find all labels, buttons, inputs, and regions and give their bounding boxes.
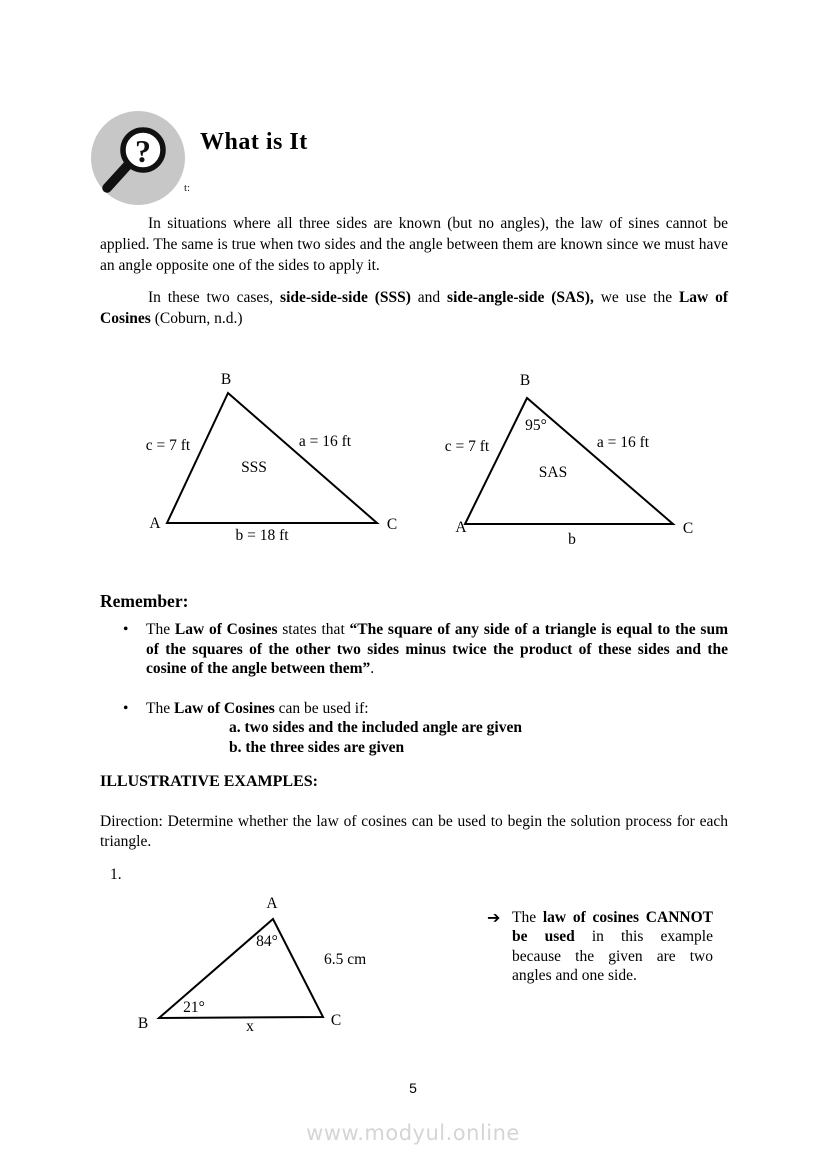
note-seg1: The	[512, 909, 543, 926]
sas-side-b-label: b	[568, 531, 576, 548]
remember-bullet-list	[100, 620, 728, 757]
intro-paragraph-1: In situations where all three sides are known (but no angles), the law of sines cannot be applied. The same is true when two sides and the angle between them are known since we must have an angle opposite one of the sides to apply it.	[100, 215, 728, 274]
b1-bold-quote: “The square of any side of a triangle is equal to the sum of the squares of the other two sides minus twice the product of these sides and the cosine of the angle between them”	[146, 621, 728, 677]
remember-bullet-2-text	[146, 699, 728, 758]
magnifier-question-icon	[90, 109, 186, 205]
b1-seg2: states that	[277, 621, 350, 638]
ex1-vertex-a-label: A	[266, 895, 278, 912]
law-usage-conditions	[229, 718, 728, 757]
sas-side-c-label: c = 7 ft	[444, 438, 490, 455]
b2-bold-law: Law of Cosines	[173, 699, 275, 717]
remember-bullet-1-text	[146, 620, 728, 679]
sss-vertex-b-label: B	[220, 371, 232, 388]
section-title: What is It	[200, 129, 308, 155]
sas-vertex-a-label: A	[455, 519, 467, 536]
ex1-side-right-label: 6.5 cm	[324, 951, 367, 968]
sas-vertex-c-label: C	[682, 520, 694, 537]
intro-paragraph-2	[100, 287, 728, 329]
remember-bullet-2-lead	[146, 699, 728, 719]
sss-triangle-diagram	[140, 362, 420, 567]
sss-type-label: SSS	[241, 459, 267, 476]
sss-vertex-c-label: C	[386, 516, 398, 533]
sas-angle-b-label: 95°	[525, 417, 547, 434]
p2-seg4: (Coburn, n.d.)	[150, 310, 243, 327]
example-1-triangle-svg	[130, 895, 410, 1050]
direction-text: Direction: Determine whether the law of cosines can be used to begin the solution process for each triangle.	[100, 813, 728, 850]
sss-triangle-outline	[167, 393, 377, 523]
p2-bold-sas: side-angle-side (SAS),	[447, 289, 594, 306]
p2-bold-sss: side-side-side (SSS)	[280, 289, 411, 306]
stray-text: t:	[184, 182, 191, 194]
b1-bold-law: Law of Cosines	[174, 621, 278, 638]
remember-bullet-2	[100, 699, 728, 758]
remember-bullet-1	[100, 620, 728, 679]
sss-vertex-a-label: A	[149, 515, 161, 532]
illustrative-examples-heading: ILLUSTRATIVE EXAMPLES:	[100, 773, 318, 790]
sas-triangle-svg	[440, 362, 720, 562]
sas-side-a-label: a = 16 ft	[596, 434, 650, 451]
arrow-icon: ➔	[487, 908, 501, 927]
sas-type-label: SAS	[538, 464, 568, 481]
ex1-side-bottom-label: x	[246, 1018, 254, 1035]
intro-paragraphs	[100, 213, 728, 329]
example-1-triangle-diagram	[130, 895, 410, 1055]
b2-seg2: can be used if:	[274, 699, 369, 717]
ex1-vertex-c-label: C	[330, 1012, 342, 1029]
condition-item-b: b. the three sides are given	[229, 738, 405, 756]
question-mark-glyph: ?	[135, 133, 151, 169]
magnifier-question-icon-svg	[90, 109, 186, 205]
bullet-dot: •	[123, 699, 129, 717]
p2-seg2: and	[410, 289, 448, 306]
watermark: www.modyul.online	[306, 1121, 520, 1145]
ex1-vertex-b-label: B	[137, 1015, 149, 1032]
b2-seg1: The	[146, 699, 174, 717]
ex1-angle-a-label: 84°	[256, 933, 278, 950]
note-bold: law of cosines CANNOT be used	[512, 909, 713, 946]
sas-triangle-outline	[465, 398, 673, 524]
example-1-note	[487, 908, 713, 985]
ex1-angle-b-label: 21°	[183, 999, 205, 1016]
condition-item-a: a. two sides and the included angle are given	[229, 719, 522, 736]
b1-seg1: The	[146, 621, 175, 638]
example-1-number: 1.	[110, 866, 122, 883]
p2-seg1: In these two cases,	[148, 289, 281, 306]
sas-vertex-b-label: B	[519, 372, 531, 389]
b1-seg3: .	[370, 660, 375, 677]
sss-side-c-label: c = 7 ft	[145, 437, 191, 454]
sss-side-b-label: b = 18 ft	[235, 527, 289, 544]
page-number: 5	[409, 1080, 417, 1096]
sss-side-a-label: a = 16 ft	[298, 433, 352, 450]
note-seg2: in this example because the given are two angles and one side.	[512, 928, 713, 984]
bullet-dot: •	[123, 621, 129, 638]
p2-seg3: we use the	[593, 289, 679, 306]
sas-triangle-diagram	[440, 362, 720, 567]
example-1-note-text	[512, 908, 713, 985]
sss-triangle-svg	[140, 362, 420, 562]
remember-heading: Remember:	[100, 591, 189, 611]
p2-bold-law: Law of Cosines	[100, 289, 729, 327]
